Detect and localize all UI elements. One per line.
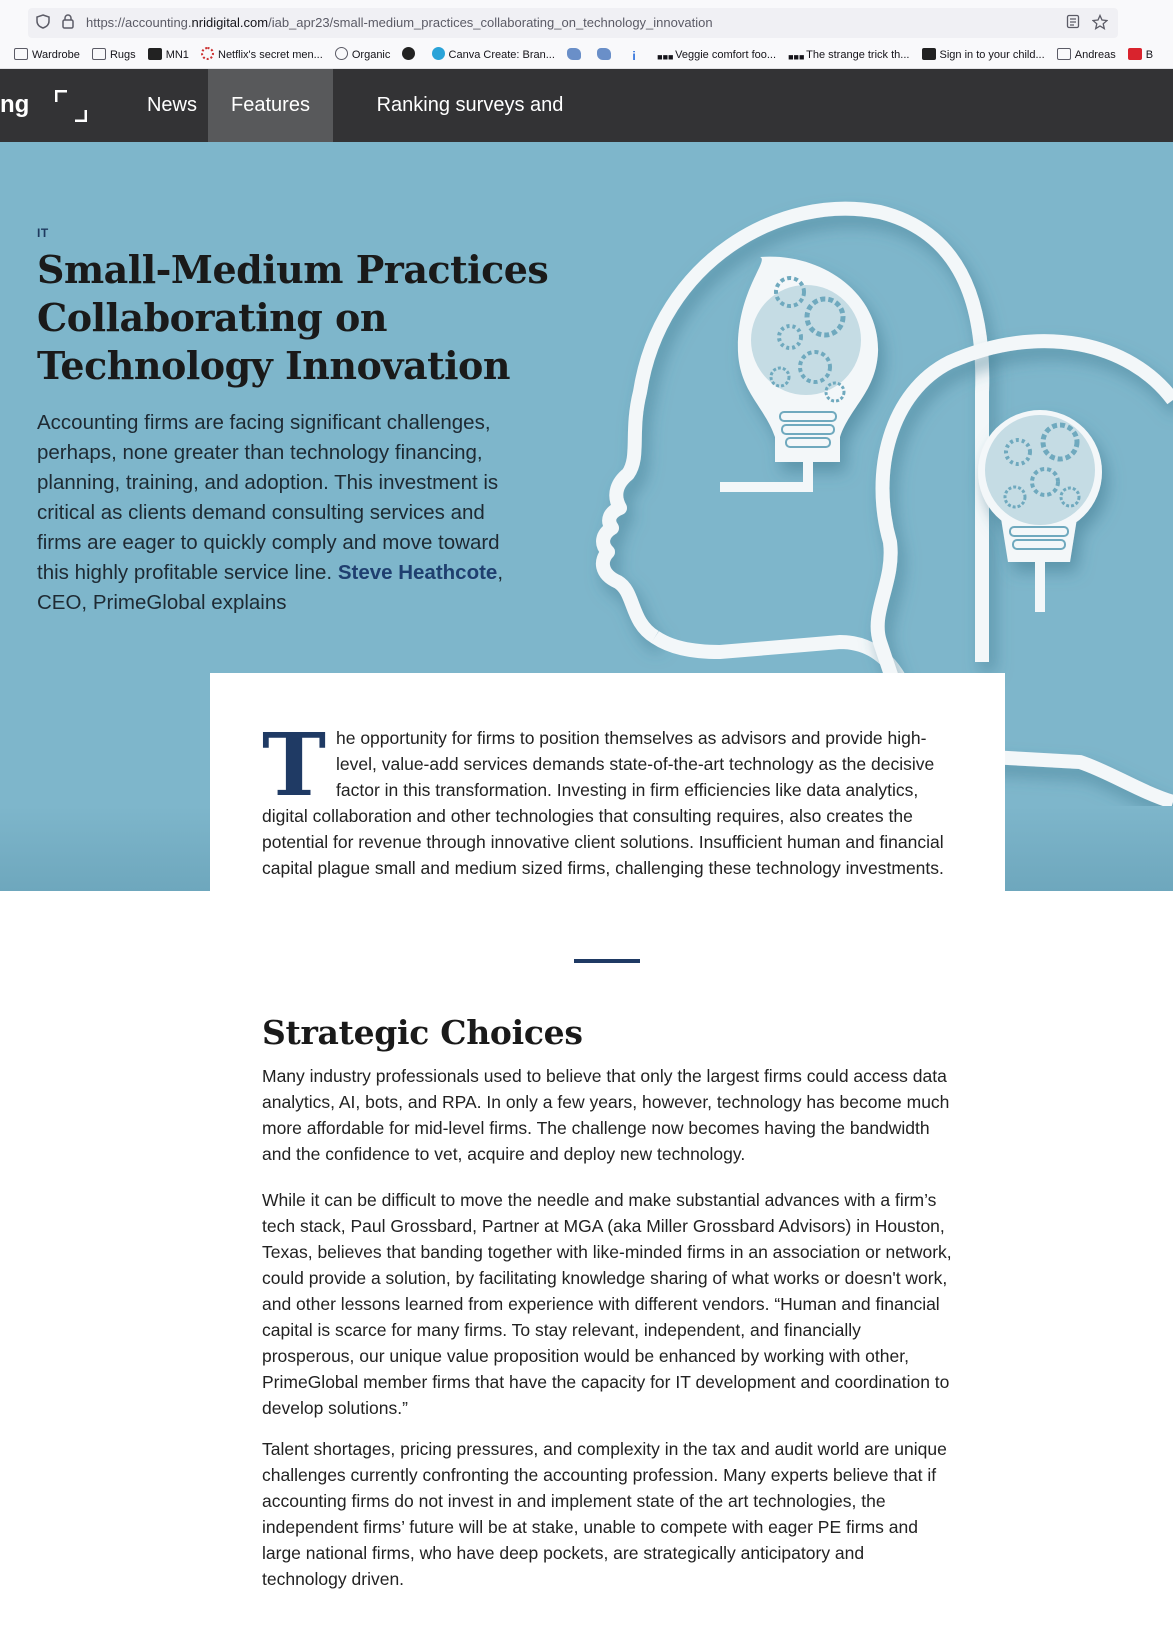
article-category[interactable]: IT — [37, 226, 49, 240]
author-link[interactable]: Steve Heathcote — [337, 561, 498, 584]
nav-news[interactable]: News — [146, 94, 197, 116]
lock-icon[interactable] — [62, 14, 74, 33]
bookmark-rugs[interactable]: Rugs — [92, 44, 136, 66]
url-text[interactable]: https://accounting.nridigital.com/iab_apr23/small-medium_practices_collaborating_on_technology_innovation — [86, 15, 713, 30]
shield-icon[interactable] — [36, 14, 50, 33]
bookmark-info[interactable] — [627, 44, 645, 66]
nav-features[interactable]: Features — [208, 69, 333, 142]
loading-favicon-icon — [201, 47, 214, 60]
bookmark-andreas[interactable]: Andreas — [1057, 44, 1116, 66]
bookmarks-toolbar — [0, 44, 1173, 66]
drop-cap: T — [262, 715, 326, 816]
article-paragraph: Talent shortages, pricing pressures, and complexity in the tax and audit world are unique challenges currently confronting the accounting profession. Many experts believe that if accounting firms do not invest in and implement state of the art technologies, the independent firms’ future will be at stake, unable to compete with eager PE firms and large national firms, who have deep pockets, are strategically anticipatory and technology driven. — [262, 1439, 947, 1589]
folder-icon — [92, 48, 106, 60]
australia-map-icon — [567, 48, 581, 60]
address-bar[interactable] — [28, 8, 1118, 38]
article-paragraph: While it can be difficult to move the needle and make substantial advances with a firm’s tech stack, Paul Grossbard, Partner at MGA (aka Miller Grossbard Advisors) in Houston, Texas, believes that banding together with like-minded firms in an association or network, could provide a solution, by facilitating knowledge sharing of what works or doesn't work, and other lessons learned from experience with different vendors. “Human and financial capital is scarce for many firms. To stay relevant, independent, and financially prosperous, our unique value proposition would be enhanced by working with other, PrimeGlobal member firms that have the capacity for IT development and coordination to develop solutions.” — [262, 1190, 952, 1418]
australia-map-icon — [597, 48, 611, 60]
site-favicon-icon — [402, 47, 415, 60]
bookmark-organic[interactable]: Organic — [335, 44, 391, 66]
site-logo[interactable]: ng — [0, 91, 30, 118]
expand-icon[interactable] — [55, 90, 87, 122]
folder-icon — [14, 48, 28, 60]
article-paragraph: Many industry professionals used to believe that only the largest firms could access data analytics, AI, bots, and RPA. In only a few years, however, technology has become much more affordable for mid-level firms. The challenge now becomes having the bandwidth and the confidence to vet, acquire and deploy new technology. — [262, 1066, 950, 1164]
bookmark-b[interactable]: B — [1128, 44, 1153, 66]
section-heading: Strategic Choices — [262, 1013, 583, 1052]
article-intro: The opportunity for firms to position themselves as advisors and provide high-level, value-add services demands state-of-the-art technology as the decisive factor in this transformation. Investing in firm efficiencies like data analytics, digital collaboration and other technologies that consulting requires, also creates the potential for revenue through innovative client solutions. Insufficient human and financial capital plague small and medium sized firms, challenging these technology investments. — [262, 715, 944, 878]
bookmark-netflix[interactable]: Netflix's secret men... — [201, 44, 323, 66]
bookmark-mn1[interactable]: MN1 — [148, 44, 189, 66]
acrobat-icon — [1128, 48, 1142, 60]
info-icon: i — [632, 49, 636, 63]
dots-favicon-icon: ■■■ — [788, 52, 805, 62]
bookmark-favicon[interactable] — [402, 44, 419, 66]
section-divider — [574, 959, 640, 963]
dots-favicon-icon: ■■■ — [657, 52, 674, 62]
bookmark-star-icon[interactable] — [1092, 14, 1108, 34]
reader-view-icon[interactable] — [1066, 14, 1080, 33]
bookmark-veggie[interactable]: ■■■ Veggie comfort foo... — [657, 49, 777, 62]
bookmark-map-2[interactable] — [597, 44, 615, 66]
site-favicon-icon — [922, 48, 936, 60]
bookmark-strange-trick[interactable]: ■■■ The strange trick th... — [788, 49, 910, 62]
folder-icon — [1057, 48, 1071, 60]
site-favicon-icon — [148, 48, 162, 60]
bookmark-sign-in[interactable]: Sign in to your child... — [922, 44, 1045, 66]
nav-ranking-surveys[interactable]: Ranking surveys and — [376, 94, 564, 116]
bookmark-map-1[interactable] — [567, 44, 585, 66]
globe-icon — [335, 47, 348, 60]
browser-toolbar — [0, 0, 1173, 69]
bookmark-wardrobe[interactable]: Wardrobe — [14, 44, 80, 66]
bookmark-canva[interactable]: Canva Create: Bran... — [432, 44, 555, 66]
canva-icon — [432, 47, 445, 60]
page-title: Small-Medium Practices Collaborating on Technology Innovation — [37, 247, 549, 388]
article-standfirst: Accounting firms are facing significant challenges, perhaps, none greater than technology financing, planning, training, and adoption. This investment is critical as clients demand consulting services and firms are eager to quickly comply and move toward this highly profitable service line. Steve Heathcote, CEO, PrimeGlobal explains — [37, 411, 504, 614]
